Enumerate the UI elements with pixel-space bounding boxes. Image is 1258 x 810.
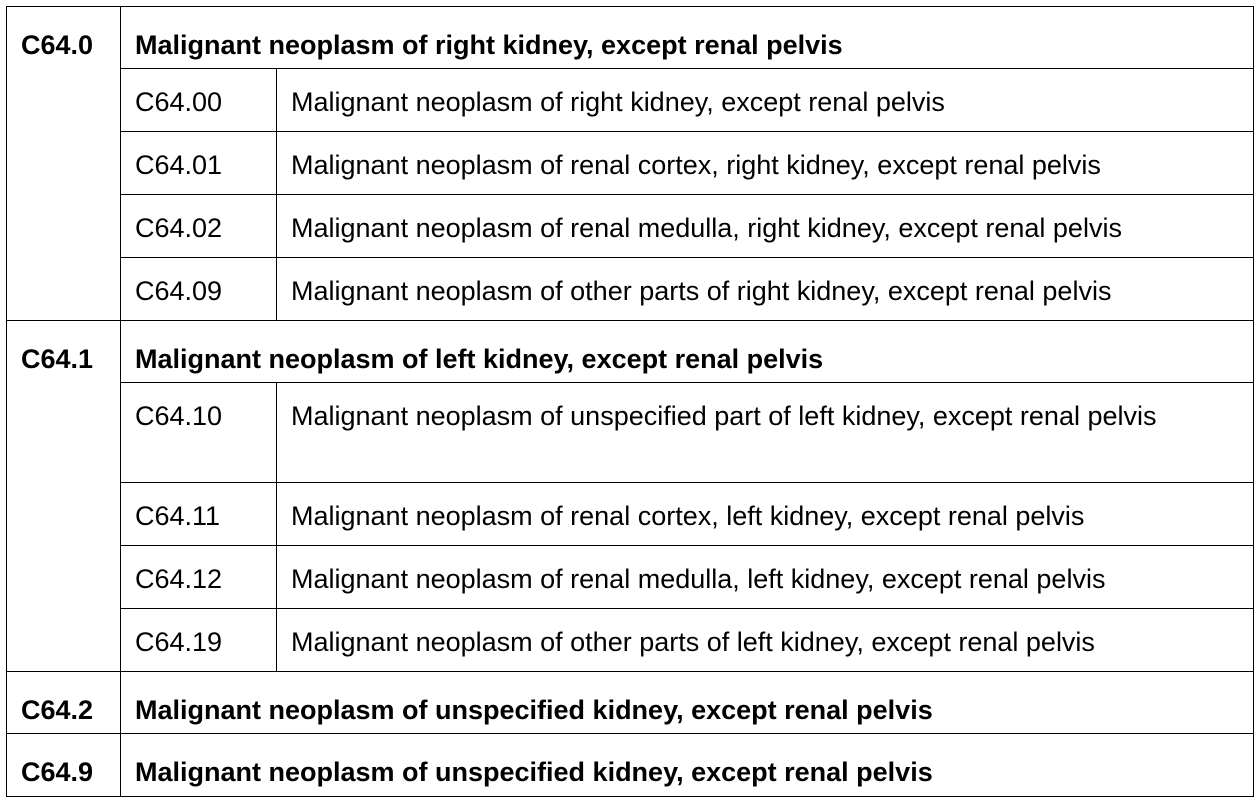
category-code: C64.2 [7, 672, 121, 734]
subcode-description: Malignant neoplasm of other parts of left kidney, except renal pelvis [277, 609, 1254, 672]
category-row [7, 672, 1254, 734]
subcode-row [7, 132, 1254, 195]
subcode: C64.11 [121, 483, 277, 546]
subcode-row [7, 483, 1254, 546]
subcode-description: Malignant neoplasm of other parts of right kidney, except renal pelvis [277, 258, 1254, 321]
subcode-row [7, 195, 1254, 258]
subcode-row [7, 609, 1254, 672]
category-code: C64.9 [7, 734, 121, 797]
subcode-description: Malignant neoplasm of right kidney, except renal pelvis [277, 69, 1254, 132]
category-code: C64.1 [7, 321, 121, 672]
category-row [7, 7, 1254, 69]
subcode-row [7, 546, 1254, 609]
category-title: Malignant neoplasm of right kidney, except renal pelvis [121, 7, 1254, 69]
subcode-description: Malignant neoplasm of renal medulla, right kidney, except renal pelvis [277, 195, 1254, 258]
subcode-description: Malignant neoplasm of renal cortex, right kidney, except renal pelvis [277, 132, 1254, 195]
category-title: Malignant neoplasm of left kidney, except renal pelvis [121, 321, 1254, 383]
category-row [7, 734, 1254, 797]
subcode-row [7, 69, 1254, 132]
subcode: C64.02 [121, 195, 277, 258]
category-code: C64.0 [7, 7, 121, 321]
category-row [7, 321, 1254, 383]
subcode: C64.00 [121, 69, 277, 132]
subcode: C64.09 [121, 258, 277, 321]
subcode-description: Malignant neoplasm of renal medulla, left kidney, except renal pelvis [277, 546, 1254, 609]
subcode: C64.12 [121, 546, 277, 609]
icd-code-table [6, 6, 1254, 797]
subcode: C64.01 [121, 132, 277, 195]
subcode-row [7, 258, 1254, 321]
subcode-row [7, 383, 1254, 483]
subcode-description: Malignant neoplasm of renal cortex, left kidney, except renal pelvis [277, 483, 1254, 546]
subcode-description: Malignant neoplasm of unspecified part of left kidney, except renal pelvis [277, 383, 1254, 483]
subcode: C64.10 [121, 383, 277, 483]
subcode: C64.19 [121, 609, 277, 672]
category-title: Malignant neoplasm of unspecified kidney, except renal pelvis [121, 734, 1254, 797]
category-title: Malignant neoplasm of unspecified kidney, except renal pelvis [121, 672, 1254, 734]
